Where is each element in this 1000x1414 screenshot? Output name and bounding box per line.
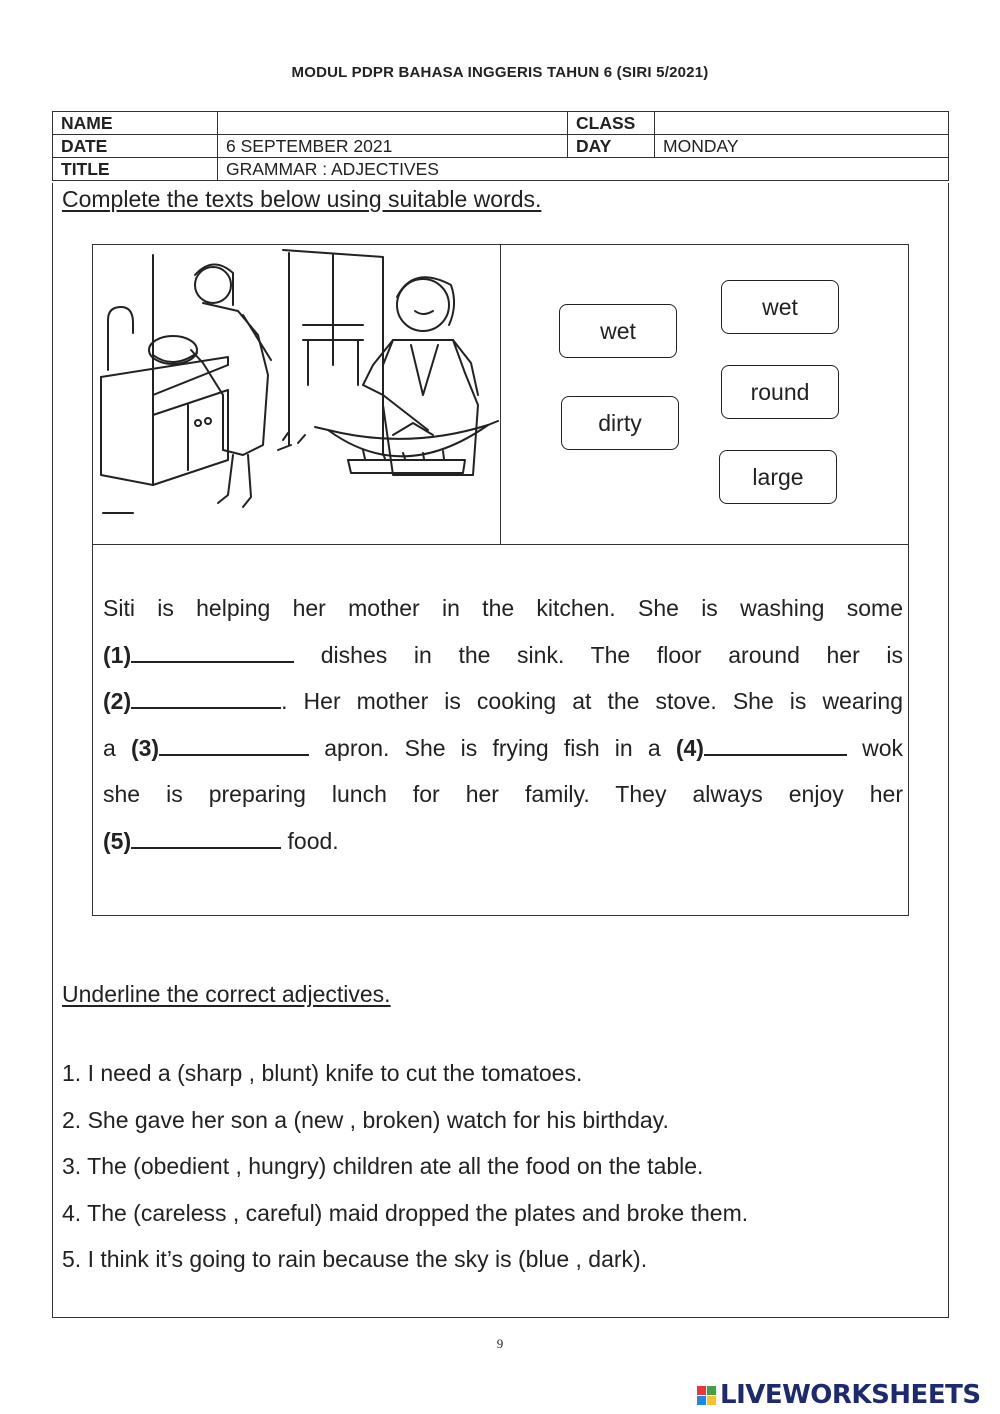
blank-number: (3) xyxy=(130,734,160,761)
instruction-complete-texts: Complete the texts below using suitable words. xyxy=(62,186,542,212)
word-option[interactable]: wet xyxy=(721,280,839,334)
question-item[interactable]: 1. I need a (sharp , blunt) knife to cut the tomatoes. xyxy=(62,1060,583,1086)
title-label: TITLE xyxy=(53,158,218,181)
module-title: MODUL PDPR BAHASA INGGERIS TAHUN 6 (SIRI 5/2021) xyxy=(291,64,709,81)
title-value: GRAMMAR : ADJECTIVES xyxy=(218,158,949,181)
blank-number: (1) xyxy=(103,641,132,668)
passage-line: (5) food. xyxy=(103,827,339,854)
title-row xyxy=(53,158,949,181)
question-item[interactable]: 3. The (obedient , hungry) children ate all the food on the table. xyxy=(62,1153,704,1179)
class-field[interactable] xyxy=(655,112,949,135)
blank-number: (4) xyxy=(675,734,704,761)
word-option[interactable]: large xyxy=(719,450,837,504)
blank-number: (2) xyxy=(103,688,132,714)
answer-blank-5[interactable] xyxy=(131,827,281,849)
day-label: DAY xyxy=(568,135,655,158)
word-option[interactable]: round xyxy=(721,365,839,419)
name-label: NAME xyxy=(53,112,218,135)
date-row xyxy=(53,135,949,158)
page-number: 9 xyxy=(496,1336,504,1351)
question-item[interactable]: 5. I think it’s going to rain because the sky is (blue , dark). xyxy=(62,1246,648,1272)
date-label: DATE xyxy=(53,135,218,158)
answer-blank-3[interactable] xyxy=(159,734,309,756)
day-value: MONDAY xyxy=(655,135,949,158)
instruction-underline: Underline the correct adjectives. xyxy=(62,981,391,1007)
adjective-question-list xyxy=(62,1050,748,1283)
passage-line: (1) dishes in the sink. The floor around her is xyxy=(103,641,903,668)
fill-in-exercise-box xyxy=(92,244,909,916)
blank-number: (5) xyxy=(103,827,132,854)
logo-square xyxy=(697,1396,706,1405)
logo-square xyxy=(697,1386,706,1395)
brand-name: LIVEWORKSHEETS xyxy=(720,1380,981,1410)
name-field[interactable] xyxy=(218,112,568,135)
passage-line: Siti is helping her mother in the kitchen. She is washing some xyxy=(103,595,903,621)
passage-line: a (3) apron. She is frying fish in a (4) wok xyxy=(103,734,903,761)
kitchen-illustration-cell xyxy=(93,245,501,545)
name-row xyxy=(53,112,949,135)
word-option[interactable]: wet xyxy=(559,304,677,358)
liveworksheets-footer xyxy=(697,1380,981,1410)
date-value: 6 SEPTEMBER 2021 xyxy=(218,135,568,158)
answer-blank-2[interactable] xyxy=(131,687,281,709)
logo-square xyxy=(707,1386,716,1395)
answer-blank-4[interactable] xyxy=(704,734,847,756)
word-bank-cell xyxy=(501,245,908,545)
student-info-table xyxy=(52,111,949,181)
passage-line: (2) . Her mother is cooking at the stove. She is wearing xyxy=(103,688,903,714)
word-option[interactable]: dirty xyxy=(561,396,679,450)
question-item[interactable]: 4. The (careless , careful) maid dropped the plates and broke them. xyxy=(62,1199,749,1226)
question-item[interactable]: 2. She gave her son a (new , broken) watch for his birthday. xyxy=(62,1106,669,1133)
answer-blank-1[interactable] xyxy=(131,641,294,663)
liveworksheets-logo-icon xyxy=(697,1386,716,1405)
passage-line: she is preparing lunch for her family. They always enjoy her xyxy=(103,781,903,807)
class-label: CLASS xyxy=(568,112,655,135)
fill-in-passage xyxy=(103,585,903,864)
kitchen-illustration xyxy=(93,245,499,543)
logo-square xyxy=(707,1396,716,1405)
